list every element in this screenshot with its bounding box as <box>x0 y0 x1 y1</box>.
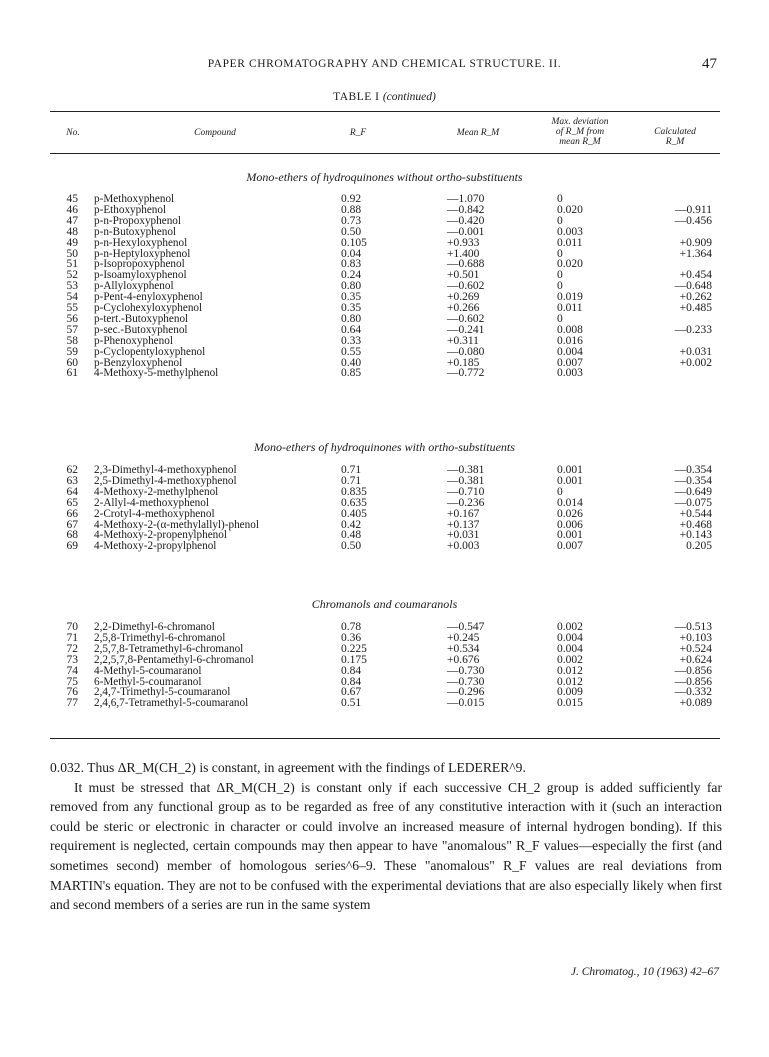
mean-rm-value: +0.269 <box>447 291 480 304</box>
running-head: PAPER CHROMATOGRAPHY AND CHEMICAL STRUCTURE. II. <box>207 58 562 70</box>
mean-rm-value: —0.710 <box>447 485 485 498</box>
rf-value: 0.88 <box>341 203 362 216</box>
rf-value: 0.51 <box>341 697 362 710</box>
table-title <box>0 91 769 103</box>
compound-name: 2,2-Dimethyl-6-chromanol <box>94 621 215 633</box>
mean-rm-value: +0.501 <box>447 269 480 282</box>
mean-rm-value: +0.245 <box>447 631 480 644</box>
footer-citation: J. Chromatog., 10 (1963) 42–67 <box>570 966 719 978</box>
compound-name: 4-Methoxy-2-propylphenol <box>94 540 217 553</box>
rf-value: 0.67 <box>341 686 362 699</box>
max-deviation-value: 0.003 <box>557 367 583 380</box>
rf-value: 0.04 <box>341 247 362 260</box>
max-deviation-value: 0.009 <box>557 686 583 699</box>
mean-rm-value: —1.070 <box>447 193 485 205</box>
calculated-rm-value: —0.649 <box>674 485 712 498</box>
max-deviation-value: 0.011 <box>557 236 583 249</box>
calculated-rm-value: +0.624 <box>679 653 712 666</box>
rf-value: 0.635 <box>341 496 367 509</box>
calculated-rm-value: —0.648 <box>674 280 712 293</box>
col-header-no: No. <box>66 128 80 138</box>
max-deviation-value: 0.004 <box>557 631 583 644</box>
table-row <box>0 541 769 552</box>
calculated-rm-value: +0.524 <box>679 642 712 655</box>
mean-rm-value: —0.730 <box>447 675 485 688</box>
rf-value: 0.105 <box>341 236 367 249</box>
table-row <box>0 238 769 249</box>
calculated-rm-value: +1.364 <box>679 247 712 260</box>
rf-value: 0.80 <box>341 280 362 293</box>
compound-name: p-Cyclohexyloxyphenol <box>94 302 203 314</box>
rf-value: 0.71 <box>341 464 362 476</box>
row-number: 64 <box>66 485 78 498</box>
compound-name: p-Isopropoxyphenol <box>94 258 185 271</box>
row-number: 51 <box>66 258 78 271</box>
rf-value: 0.71 <box>341 474 362 487</box>
calculated-rm-value: —0.354 <box>674 464 712 476</box>
mean-rm-value: —0.080 <box>447 345 485 358</box>
max-deviation-value: 0 <box>557 485 563 498</box>
row-number: 50 <box>66 247 78 260</box>
calculated-rm-value: —0.456 <box>674 214 712 227</box>
max-deviation-value: 0 <box>557 193 563 205</box>
max-deviation-value: 0.020 <box>557 258 583 271</box>
max-deviation-value: 0.015 <box>557 697 583 710</box>
max-deviation-value: 0.004 <box>557 345 583 358</box>
row-number: 77 <box>66 697 78 710</box>
max-deviation-value: 0.014 <box>557 496 583 509</box>
col-header-maxdev <box>530 117 630 147</box>
row-number: 68 <box>66 529 78 542</box>
compound-name: p-Allyloxyphenol <box>94 280 174 293</box>
calculated-rm-value: —0.332 <box>674 686 712 699</box>
row-number: 62 <box>66 464 78 476</box>
max-deviation-value: 0.007 <box>557 540 583 553</box>
mean-rm-value: —0.842 <box>447 203 485 216</box>
rf-value: 0.42 <box>341 518 362 531</box>
row-number: 71 <box>66 631 78 644</box>
rf-value: 0.35 <box>341 302 362 314</box>
row-number: 58 <box>66 334 78 347</box>
row-number: 69 <box>66 540 78 553</box>
mean-rm-value: +0.003 <box>447 540 480 553</box>
row-number: 70 <box>66 621 78 633</box>
rf-value: 0.84 <box>341 675 362 688</box>
calculated-rm-value: —0.856 <box>674 664 712 677</box>
body-text <box>50 758 722 915</box>
table-row <box>0 698 769 709</box>
calculated-rm-value: —0.856 <box>674 675 712 688</box>
compound-name: p-Isoamyloxyphenol <box>94 269 187 282</box>
mean-rm-value: +0.167 <box>447 507 480 520</box>
compound-name: 2-Allyl-4-methoxyphenol <box>94 496 209 509</box>
max-deviation-value: 0.002 <box>557 653 583 666</box>
mean-rm-value: +0.031 <box>447 529 480 542</box>
row-number: 65 <box>66 496 78 509</box>
mean-rm-value: +1.400 <box>447 247 480 260</box>
rf-value: 0.835 <box>341 485 367 498</box>
compound-name: 4-Methoxy-2-(α-methylallyl)-phenol <box>94 518 259 531</box>
row-number: 60 <box>66 356 78 369</box>
row-number: 47 <box>66 214 78 227</box>
max-deviation-value: 0 <box>557 312 563 325</box>
row-number: 63 <box>66 474 78 487</box>
calculated-rm-value: —0.911 <box>675 203 712 216</box>
mean-rm-value: —0.688 <box>447 258 485 271</box>
table-bottom-rule <box>50 738 720 739</box>
mean-rm-value: +0.266 <box>447 302 480 314</box>
mean-rm-value: —0.236 <box>447 496 485 509</box>
rf-value: 0.33 <box>341 334 362 347</box>
row-number: 75 <box>66 675 78 688</box>
compound-name: p-n-Heptyloxyphenol <box>94 247 191 260</box>
mean-rm-value: —0.381 <box>447 474 485 487</box>
max-deviation-value: 0.026 <box>557 507 583 520</box>
rf-value: 0.64 <box>341 323 362 336</box>
compound-name: 4-Methyl-5-coumaranol <box>94 664 202 677</box>
col-header-compound: Compound <box>194 128 236 138</box>
body-paragraph-2: It must be stressed that ΔR_M(CH_2) is constant only if each successive CH_2 group is added sufficiently far removed from any functional group as to be regarded as free of any constitutive interaction with it (such an interaction could be steric or electronic in character or could involve an increased measure of internal hydrogen bonding). If this requirement is neglected, certain compounds may then appear to have "anomalous" R_F values—especially the first (and sometimes second) member of homologous series^6–9. These "anomalous" R_F values are real deviations from MARTIN's equation. They are not to be confused with the experimental deviations that are also especially likely when first and second members of a series are run in the same system <box>50 779 722 913</box>
table-row <box>0 666 769 677</box>
body-paragraph-1: 0.032. Thus ΔR_M(CH_2) is constant, in agreement with the findings of LEDERER^9. <box>50 760 526 775</box>
max-deviation-value: 0 <box>557 280 563 293</box>
row-number: 46 <box>66 203 78 216</box>
rf-value: 0.83 <box>341 258 362 271</box>
rf-value: 0.85 <box>341 367 362 380</box>
rf-value: 0.55 <box>341 345 362 358</box>
compound-name: 2,4,7-Trimethyl-5-coumaranol <box>94 686 231 699</box>
mean-rm-value: —0.381 <box>447 464 485 476</box>
row-number: 53 <box>66 280 78 293</box>
rf-value: 0.84 <box>341 664 362 677</box>
table-header-rule <box>50 153 720 154</box>
col-header-calc-line2: R_M <box>665 137 685 147</box>
compound-name: p-Benzyloxyphenol <box>94 356 183 369</box>
max-deviation-value: 0.001 <box>557 464 583 476</box>
rf-value: 0.40 <box>341 356 362 369</box>
max-deviation-value: 0.006 <box>557 518 583 531</box>
calculated-rm-value: +0.909 <box>679 236 712 249</box>
max-deviation-value: 0.004 <box>557 642 583 655</box>
max-deviation-value: 0.003 <box>557 225 583 238</box>
calculated-rm-value: +0.468 <box>679 518 712 531</box>
compound-name: p-Methoxyphenol <box>94 193 175 205</box>
compound-name: p-n-Hexyloxyphenol <box>94 236 188 249</box>
rf-value: 0.73 <box>341 214 362 227</box>
compound-name: 6-Methyl-5-coumaranol <box>94 675 202 688</box>
row-number: 52 <box>66 269 78 282</box>
mean-rm-value: +0.311 <box>447 334 479 347</box>
rf-value: 0.35 <box>341 291 362 304</box>
mean-rm-value: —0.241 <box>447 323 485 336</box>
max-deviation-value: 0.012 <box>557 664 583 677</box>
max-deviation-value: 0.007 <box>557 356 583 369</box>
mean-rm-value: +0.185 <box>447 356 480 369</box>
compound-name: p-tert.-Butoxyphenol <box>94 312 189 325</box>
mean-rm-value: —0.547 <box>447 621 485 633</box>
calculated-rm-value: +0.544 <box>679 507 712 520</box>
col-header-rf: R_F <box>349 128 367 138</box>
compound-name: 2,2,5,7,8-Pentamethyl-6-chromanol <box>94 653 254 666</box>
max-deviation-value: 0 <box>557 214 563 227</box>
compound-name: p-n-Propoxyphenol <box>94 214 182 227</box>
col-header-maxdev-line2: of R_M from <box>555 127 605 137</box>
compound-name: 2,5,7,8-Tetramethyl-6-chromanol <box>94 642 244 655</box>
section-heading: Chromanols and coumaranols <box>311 597 458 611</box>
compound-name: p-Pent-4-enyloxyphenol <box>94 291 203 304</box>
row-number: 76 <box>66 686 78 699</box>
mean-rm-value: —0.015 <box>447 697 485 710</box>
max-deviation-value: 0.011 <box>557 302 583 314</box>
compound-name: 2,5-Dimethyl-4-methoxyphenol <box>94 474 237 487</box>
calculated-rm-value: +0.262 <box>679 291 712 304</box>
compound-name: 4-Methoxy-2-propenylphenol <box>94 529 227 542</box>
rf-value: 0.78 <box>341 621 362 633</box>
compound-name: 2,3-Dimethyl-4-methoxyphenol <box>94 464 237 476</box>
mean-rm-value: +0.676 <box>447 653 480 666</box>
calculated-rm-value: —0.233 <box>674 323 712 336</box>
rf-value: 0.405 <box>341 507 367 520</box>
mean-rm-value: +0.933 <box>447 236 480 249</box>
page-number: 47 <box>702 56 717 72</box>
section-heading: Mono-ethers of hydroquinones without ortho-substituents <box>246 170 523 184</box>
row-number: 57 <box>66 323 78 336</box>
col-header-calc <box>635 127 715 147</box>
table-top-rule <box>50 111 720 112</box>
compound-name: 2,4,6,7-Tetramethyl-5-coumaranol <box>94 697 249 710</box>
row-number: 61 <box>66 367 78 380</box>
compound-name: p-Cyclopentyloxyphenol <box>94 345 206 358</box>
row-number: 48 <box>66 225 78 238</box>
rf-value: 0.48 <box>341 529 362 542</box>
mean-rm-value: —0.602 <box>447 312 485 325</box>
max-deviation-value: 0.016 <box>557 334 583 347</box>
rf-value: 0.24 <box>341 269 362 282</box>
row-number: 66 <box>66 507 78 520</box>
mean-rm-value: —0.420 <box>447 214 485 227</box>
row-number: 59 <box>66 345 78 358</box>
max-deviation-value: 0 <box>557 269 563 282</box>
rf-value: 0.92 <box>341 193 362 205</box>
col-header-maxdev-line3: mean R_M <box>559 137 601 147</box>
max-deviation-value: 0.012 <box>557 675 583 688</box>
calculated-rm-value: +0.031 <box>679 345 712 358</box>
calculated-rm-value: —0.513 <box>674 621 712 633</box>
row-number: 56 <box>66 312 78 325</box>
max-deviation-value: 0 <box>557 247 563 260</box>
compound-name: p-n-Butoxyphenol <box>94 225 177 238</box>
max-deviation-value: 0.001 <box>557 474 583 487</box>
mean-rm-value: —0.296 <box>447 686 485 699</box>
calculated-rm-value: +0.143 <box>679 529 712 542</box>
mean-rm-value: —0.602 <box>447 280 485 293</box>
mean-rm-value: +0.534 <box>447 642 480 655</box>
row-number: 73 <box>66 653 78 666</box>
compound-name: p-Ethoxyphenol <box>94 203 167 216</box>
compound-name: p-sec.-Butoxyphenol <box>94 323 188 336</box>
calculated-rm-value: —0.354 <box>674 474 712 487</box>
rf-value: 0.50 <box>341 540 362 553</box>
calculated-rm-value: +0.002 <box>679 356 712 369</box>
mean-rm-value: +0.137 <box>447 518 480 531</box>
rf-value: 0.50 <box>341 225 362 238</box>
table-row <box>0 509 769 520</box>
rf-value: 0.175 <box>341 653 367 666</box>
col-header-mean: Mean R_M <box>456 128 500 138</box>
row-number: 54 <box>66 291 78 304</box>
max-deviation-value: 0.020 <box>557 203 583 216</box>
mean-rm-value: —0.772 <box>447 367 485 380</box>
table-row <box>0 368 769 379</box>
max-deviation-value: 0.001 <box>557 529 583 542</box>
max-deviation-value: 0.019 <box>557 291 583 304</box>
table-title-suffix: (continued) <box>382 91 436 103</box>
compound-name: p-Phenoxyphenol <box>94 334 173 347</box>
row-number: 55 <box>66 302 78 314</box>
compound-name: 2,5,8-Trimethyl-6-chromanol <box>94 631 226 644</box>
section-heading: Mono-ethers of hydroquinones with ortho-substituents <box>254 440 515 454</box>
calculated-rm-value: —0.075 <box>674 496 712 509</box>
calculated-rm-value: +0.089 <box>679 697 712 710</box>
compound-name: 4-Methoxy-2-methylphenol <box>94 485 219 498</box>
row-number: 49 <box>66 236 78 249</box>
calculated-rm-value: 0.205 <box>686 540 712 553</box>
rf-value: 0.225 <box>341 642 367 655</box>
compound-name: 2-Crotyl-4-methoxyphenol <box>94 507 215 520</box>
table-row <box>0 347 769 358</box>
row-number: 45 <box>66 193 78 205</box>
row-number: 74 <box>66 664 78 677</box>
col-header-maxdev-line1: Max. deviation <box>551 117 609 127</box>
mean-rm-value: —0.730 <box>447 664 485 677</box>
calculated-rm-value: +0.454 <box>679 269 712 282</box>
row-number: 72 <box>66 642 78 655</box>
mean-rm-value: —0.001 <box>447 225 485 238</box>
rf-value: 0.80 <box>341 312 362 325</box>
col-header-calc-line1: Calculated <box>654 127 696 137</box>
row-number: 67 <box>66 518 78 531</box>
calculated-rm-value: +0.485 <box>679 302 712 314</box>
table-title-label: TABLE I <box>333 91 380 103</box>
compound-name: 4-Methoxy-5-methylphenol <box>94 367 219 380</box>
max-deviation-value: 0.002 <box>557 621 583 633</box>
rf-value: 0.36 <box>341 631 362 644</box>
max-deviation-value: 0.008 <box>557 323 583 336</box>
calculated-rm-value: +0.103 <box>679 631 712 644</box>
